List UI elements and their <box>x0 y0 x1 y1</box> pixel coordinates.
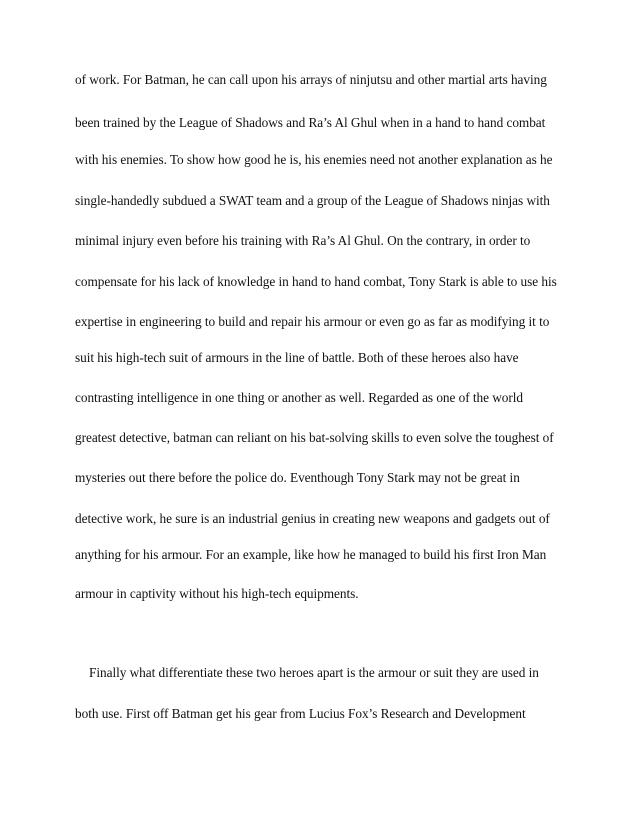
text-line: armour in captivity without his high-tech equipments. <box>75 586 359 601</box>
text-line: Finally what differentiate these two heroes apart is the armour or suit they are used in <box>89 665 539 680</box>
text-line: greatest detective, batman can reliant on his bat-solving skills to even solve the toughest of <box>75 430 554 445</box>
text-line: compensate for his lack of knowledge in hand to hand combat, Tony Stark is able to use his <box>75 274 557 289</box>
text-line: expertise in engineering to build and repair his armour or even go as far as modifying it to <box>75 314 550 329</box>
text-line: been trained by the League of Shadows and Ra’s Al Ghul when in a hand to hand combat <box>75 115 546 130</box>
text-line: contrasting intelligence in one thing or another as well. Regarded as one of the world <box>75 390 524 405</box>
text-line: with his enemies. To show how good he is, his enemies need not another explanation as he <box>75 152 553 167</box>
text-line: anything for his armour. For an example, like how he managed to build his first Iron Man <box>75 547 547 562</box>
text-line: single-handedly subdued a SWAT team and a group of the League of Shadows ninjas with <box>75 193 550 208</box>
text-line: minimal injury even before his training with Ra’s Al Ghul. On the contrary, in order to <box>75 233 531 248</box>
text-line: of work. For Batman, he can call upon his arrays of ninjutsu and other martial arts having <box>75 72 547 87</box>
text-line: mysteries out there before the police do. Eventhough Tony Stark may not be great in <box>75 470 520 485</box>
text-line: detective work, he sure is an industrial genius in creating new weapons and gadgets out of <box>75 511 550 526</box>
text-line: both use. First off Batman get his gear from Lucius Fox’s Research and Development <box>75 706 526 721</box>
text-line: suit his high-tech suit of armours in the line of battle. Both of these heroes also have <box>75 350 519 365</box>
